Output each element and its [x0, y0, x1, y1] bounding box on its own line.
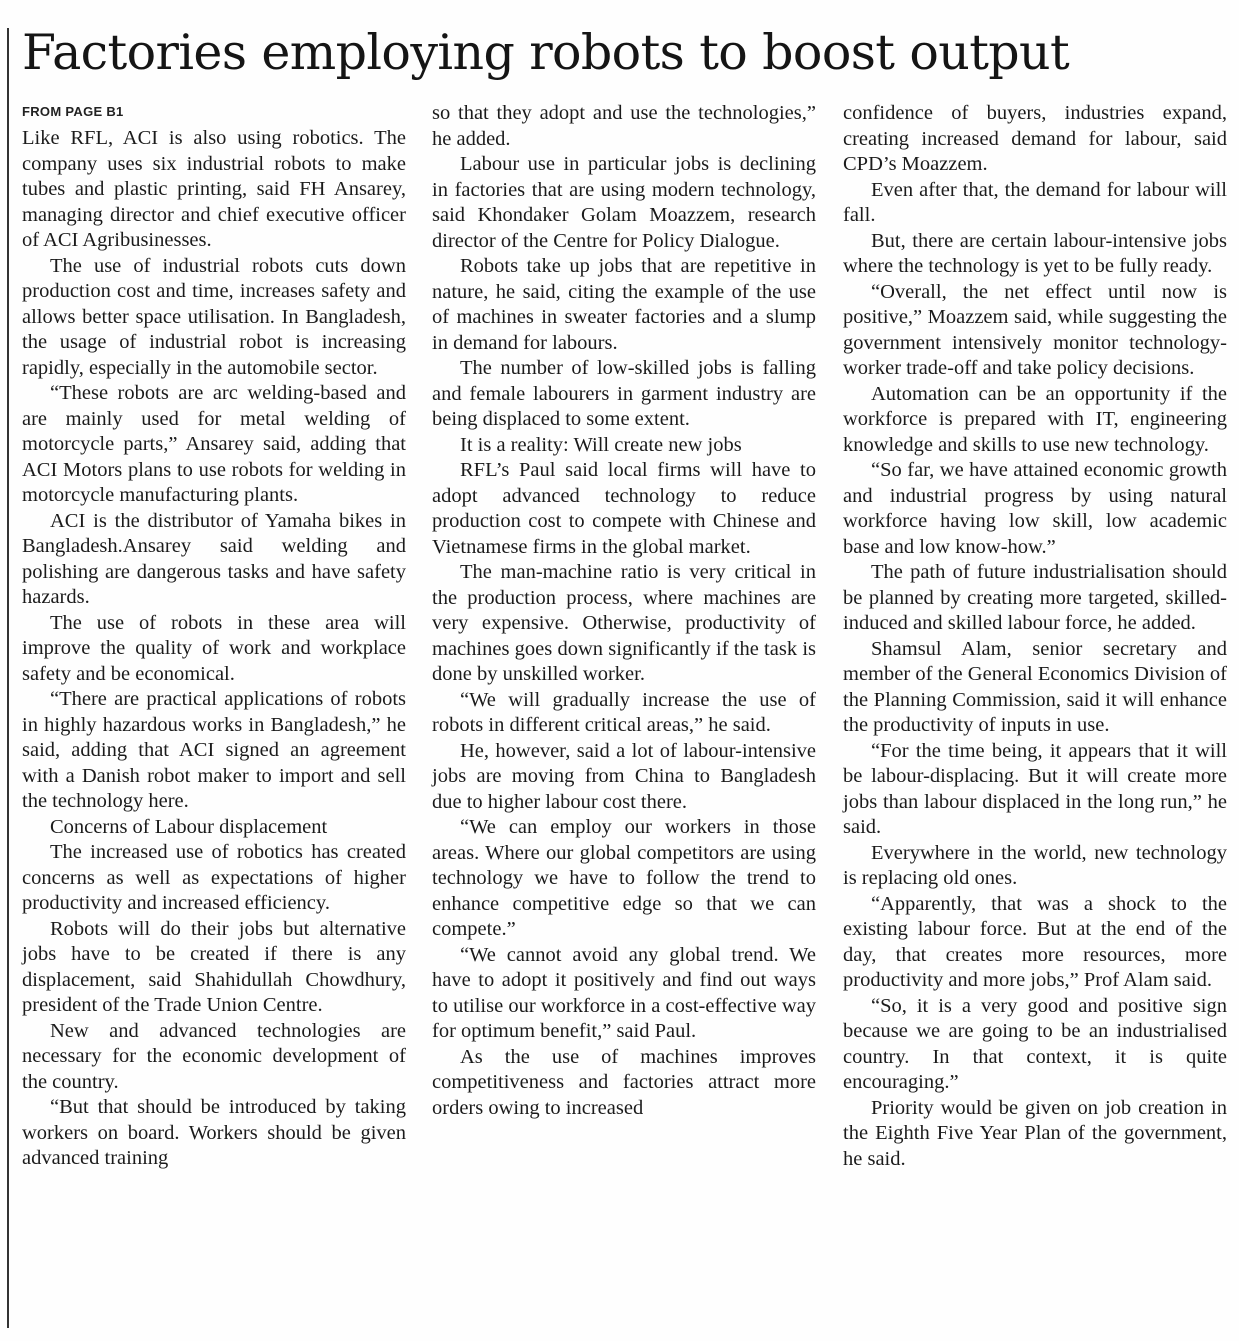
paragraph: The number of low-skilled jobs is falling and female labourers in garment industry are being displaced to some extent. [432, 357, 816, 430]
paragraph: “We cannot avoid any global trend. We have to adopt it positively and find out ways to utilise our workforce in a cost-effective way for optimum benefit,” said Paul. [432, 943, 816, 1042]
paragraph: The path of future industrialisation should be planned by creating more targeted, skilled-induced and skilled labour force, he added. [843, 561, 1227, 634]
paragraph: Like RFL, ACI is also using robotics. The company uses six industrial robots to make tubes and plastic printing, said FH Ansarey, managing director and chief executive officer of ACI Agribusinesses. [22, 127, 406, 251]
paragraph: Everywhere in the world, new technology is replacing old ones. [843, 841, 1227, 889]
paragraph: He, however, said a lot of labour-intensive jobs are moving from China to Bangladesh due to higher labour cost there. [432, 739, 816, 813]
paragraph: “So far, we have attained economic growth and industrial progress by using natural workforce having low skill, low academic base and low know-how.” [843, 459, 1227, 558]
headline: Factories employing robots to boost output [22, 24, 1070, 81]
paragraph: ACI is the distributor of Yamaha bikes in Bangladesh.Ansarey said welding and polishing are dangerous tasks and have safety hazards. [22, 509, 406, 608]
paragraph: Even after that, the demand for labour will fall. [843, 178, 1227, 226]
subheading: It is a reality: Will create new jobs [460, 433, 742, 456]
paragraph: “We can employ our workers in those areas. Where our global competitors are using technology we have to follow the trend to enhance competitive edge so that we can compete.” [432, 816, 816, 940]
paragraph: Priority would be given on job creation in the Eighth Five Year Plan of the government, he said. [843, 1096, 1227, 1170]
paragraph: “But that should be introduced by taking workers on board. Workers should be given advanced training [22, 1096, 406, 1169]
paragraph: The use of robots in these area will improve the quality of work and workplace safety and be economical. [22, 611, 406, 685]
column-rule [7, 28, 9, 1328]
paragraph: “Apparently, that was a shock to the existing labour force. But at the end of the day, that creates more resources, more productivity and more jobs,” Prof Alam said. [843, 892, 1227, 991]
paragraph: The man-machine ratio is very critical in the production process, where machines are very expensive. Otherwise, productivity of machines goes down significantly if the task is done by unskilled worker. [432, 561, 816, 685]
paragraph: “So, it is a very good and positive sign because we are going to be an industrialised country. In that context, it is quite encouraging.” [843, 994, 1227, 1093]
paragraph: Labour use in particular jobs is declining in factories that are using modern technology, said Khondaker Golam Moazzem, research director of the Centre for Policy Dialogue. [432, 153, 816, 252]
paragraph: so that they adopt and use the technologies,” he added. [432, 102, 816, 150]
paragraph: Robots take up jobs that are repetitive in nature, he said, citing the example of the use of machines in sweater factories and a slump in demand for labours. [432, 255, 816, 354]
article-column-3 [843, 101, 1227, 1172]
paragraph: confidence of buyers, industries expand, creating increased demand for labour, said CPD’s Moazzem. [843, 102, 1227, 175]
paragraph: “We will gradually increase the use of robots in different critical areas,” he said. [432, 688, 816, 736]
paragraph: “There are practical applications of robots in highly hazardous works in Bangladesh,” he said, adding that ACI signed an agreement with a Danish robot maker to import and sell the technology here. [22, 688, 406, 812]
article-column-2 [432, 101, 816, 1121]
paragraph: Automation can be an opportunity if the workforce is prepared with IT, engineering knowledge and skills to use new technology. [843, 382, 1227, 456]
paragraph: The increased use of robotics has created concerns as well as expectations of higher productivity and increased efficiency. [22, 841, 406, 914]
paragraph: Shamsul Alam, senior secretary and member of the General Economics Division of the Planning Commission, said it will enhance the productivity of inputs in use. [843, 637, 1227, 736]
paragraph: As the use of machines improves competitiveness and factories attract more orders owing to increased [432, 1045, 816, 1119]
paragraph: “These robots are arc welding-based and are mainly used for metal welding of motorcycle parts,” Ansarey said, adding that ACI Motors plans to use robots for welding in motorcycle manufacturing plants. [22, 382, 406, 506]
subheading: Concerns of Labour displacement [50, 815, 328, 838]
paragraph: But, there are certain labour-intensive jobs where the technology is yet to be fully ready. [843, 229, 1227, 277]
paragraph: The use of industrial robots cuts down production cost and time, increases safety and allows better space utilisation. In Bangladesh, the usage of industrial robot is increasing rapidly, especially in the automobile sector. [22, 254, 406, 379]
paragraph: “Overall, the net effect until now is positive,” Moazzem said, while suggesting the government intensively monitor technology-worker trade-off and take policy decisions. [843, 280, 1227, 379]
paragraph: New and advanced technologies are necessary for the economic development of the country. [22, 1019, 406, 1093]
paragraph: “For the time being, it appears that it will be labour-displacing. But it will create more jobs than labour displaced in the long run,” he said. [843, 739, 1227, 838]
continuation-kicker: FROM PAGE B1 [22, 104, 124, 119]
article-column-1 [22, 126, 406, 1172]
paragraph: Robots will do their jobs but alternative jobs have to be created if there is any displacement, said Shahidullah Chowdhury, president of the Trade Union Centre. [22, 917, 406, 1016]
paragraph: RFL’s Paul said local firms will have to adopt advanced technology to reduce production cost to compete with Chinese and Vietnamese firms in the global market. [432, 459, 816, 558]
